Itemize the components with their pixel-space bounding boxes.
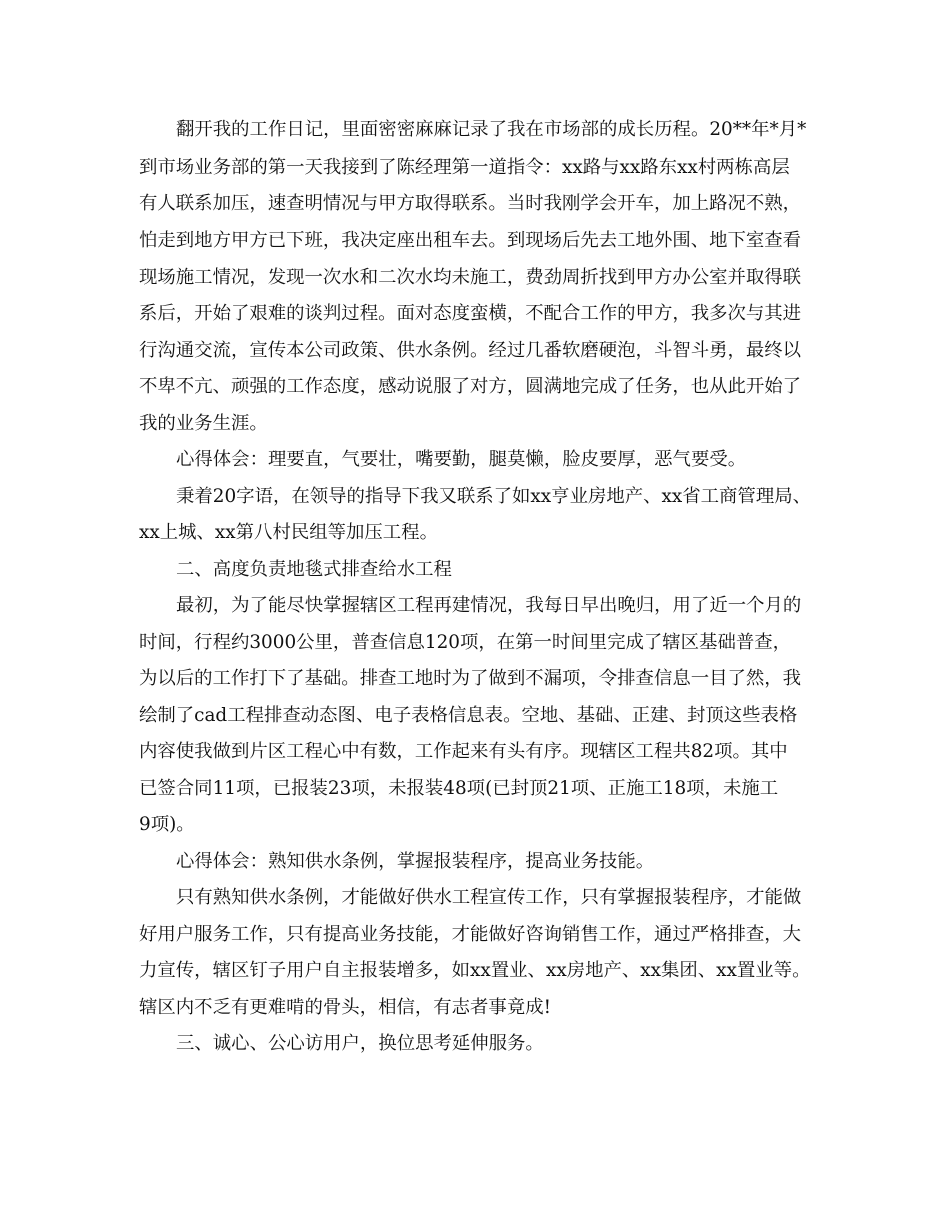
text-line: xx上城、xx第八村民组等加压工程。 [139, 522, 438, 543]
text-line: 系后，开始了艰难的谈判过程。面对态度蛮横，不配合工作的甲方，我多次与其进 [139, 303, 802, 324]
text-line: 只有熟知供水条例，才能做好供水工程宣传工作，只有掌握报装程序，才能做 [176, 887, 802, 908]
text-line: 现场施工情况，发现一次水和二次水均未施工，费劲周折找到甲方办公室并取得联 [139, 267, 802, 288]
text-line: 为以后的工作打下了基础。排查工地时为了做到不漏项，令排查信息一目了然，我 [139, 668, 802, 689]
text-line: 我的业务生涯。 [139, 413, 268, 434]
text-line: 不卑不亢、顽强的工作态度，感动说服了对方，圆满地完成了任务，也从此开始了 [139, 376, 802, 397]
text-line: 力宣传，辖区钉子用户自主报装增多，如xx置业、xx房地产、xx集团、xx置业等。 [139, 960, 811, 981]
text-line: 到市场业务部的第一天我接到了陈经理第一道指令：xx路与xx路东xx村两栋高层 [139, 157, 790, 178]
text-line: 心得体会：理要直，气要壮，嘴要勤，腿莫懒，脸皮要厚，恶气要受。 [176, 449, 747, 470]
text-line: 心得体会：熟知供水条例，掌握报装程序，提高业务技能。 [176, 851, 655, 872]
text-line: 翻开我的工作日记，里面密密麻麻记录了我在市场部的成长历程。20**年*月* [176, 119, 807, 140]
text-line: 绘制了cad工程排查动态图、电子表格信息表。空地、基础、正建、封顶这些表格 [139, 705, 798, 726]
text-line: 辖区内不乏有更难啃的骨头，相信，有志者事竟成! [139, 997, 551, 1018]
text-line: 行沟通交流，宣传本公司政策、供水条例。经过几番软磨硬泡，斗智斗勇，最终以 [139, 340, 802, 361]
section-heading: 三、诚心、公心访用户，换位思考延伸服务。 [176, 1033, 544, 1054]
text-line: 秉着20字语，在领导的指导下我又联系了如xx亨业房地产、xx省工商管理局、 [176, 486, 811, 507]
text-line: 好用户服务工作，只有提高业务技能，才能做好咨询销售工作，通过严格排查，大 [139, 924, 802, 945]
section-heading: 二、高度负责地毯式排查给水工程 [176, 559, 452, 580]
text-line: 怕走到地方甲方已下班，我决定座出租车去。到现场后先去工地外围、地下室查看 [139, 230, 802, 251]
text-line: 时间，行程约3000公里，普查信息120项，在第一时间里完成了辖区基础普查， [139, 632, 792, 653]
text-line: 有人联系加压，速查明情况与甲方取得联系。当时我刚学会开车，加上路况不熟， [139, 193, 802, 214]
text-line: 已签合同11项，已报装23项，未报装48项(已封顶21项、正施工18项，未施工 [139, 778, 779, 799]
text-line: 9项)。 [139, 814, 195, 835]
text-line: 内容使我做到片区工程心中有数，工作起来有头有序。现辖区工程共82项。其中 [139, 741, 788, 762]
text-line: 最初，为了能尽快掌握辖区工程再建情况，我每日早出晚归，用了近一个月的 [176, 595, 802, 616]
